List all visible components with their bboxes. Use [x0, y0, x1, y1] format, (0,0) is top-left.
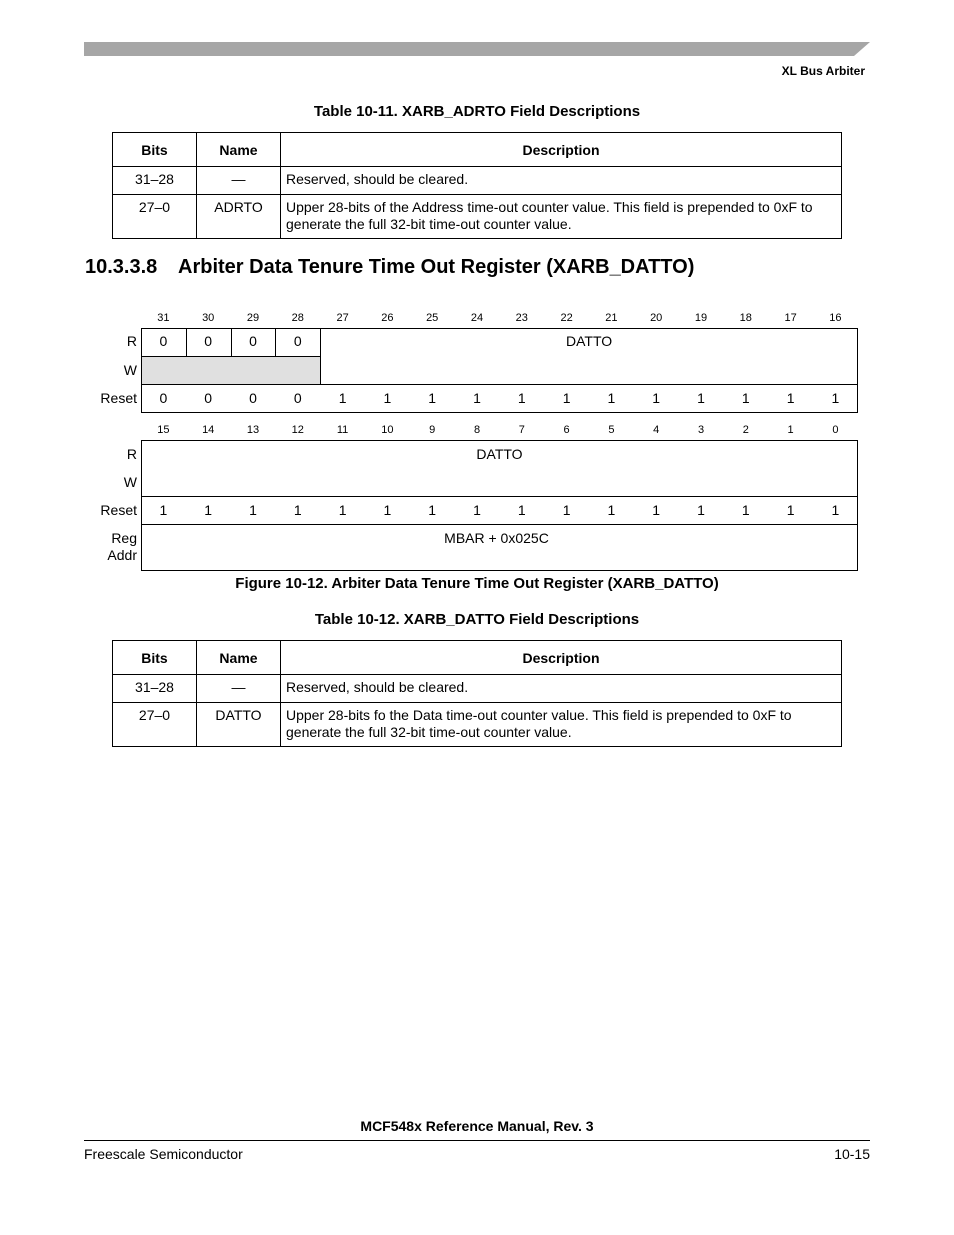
row-divider: [141, 496, 858, 497]
bit-number: 29: [246, 312, 260, 324]
reset-value: 1: [562, 390, 571, 406]
description-cell: Upper 28-bits of the Address time-out counter value. This field is prepended to 0xF to generate the full 32-bit time-out counter value.: [281, 195, 842, 239]
bit-number: 8: [473, 424, 481, 436]
section-number: 10.3.3.8: [85, 256, 158, 278]
bit-number: 1: [787, 424, 794, 436]
cell-divider: [231, 328, 232, 356]
register-address: MBAR + 0x025C: [444, 530, 549, 546]
bit-number: 17: [784, 312, 797, 324]
name-cell: DATTO: [197, 703, 281, 747]
bits-cell: 27–0: [113, 195, 197, 239]
reset-value: 0: [293, 390, 302, 406]
bit-number: 18: [739, 312, 752, 324]
table-row: [113, 167, 842, 195]
table-row: [113, 195, 842, 239]
bit-number: 27: [336, 312, 349, 324]
cell-divider: [186, 328, 187, 356]
reset-value: 1: [293, 502, 302, 518]
bit-number: 6: [563, 424, 570, 436]
name-cell: —: [197, 675, 281, 703]
table-caption: Table 10-12. XARB_DATTO Field Descriptions: [314, 611, 640, 628]
reset-value: 1: [697, 390, 705, 406]
description-cell: Reserved, should be cleared.: [281, 167, 842, 195]
reset-value: 0: [159, 390, 168, 406]
bit-number: 28: [291, 312, 304, 324]
table-caption: Table 10-11. XARB_ADRTO Field Descriptions: [313, 103, 641, 120]
reset-value: 1: [517, 502, 526, 518]
footer-divider: [84, 1140, 870, 1141]
reset-value: 1: [383, 390, 392, 406]
reset-value: 1: [562, 502, 571, 518]
read-value: 0: [159, 333, 168, 349]
reset-value: 1: [517, 390, 526, 406]
manual-title: MCF548x Reference Manual, Rev. 3: [360, 1118, 594, 1134]
read-value: 0: [249, 333, 257, 349]
name-cell: ADRTO: [197, 195, 281, 239]
field-description-table: [112, 132, 842, 239]
field-name: DATTO: [566, 333, 613, 349]
bit-number: 10: [381, 424, 394, 436]
reset-value: 1: [831, 502, 840, 518]
column-header: Bits: [113, 641, 197, 675]
section-heading: [85, 256, 694, 279]
reset-value: 1: [249, 502, 257, 518]
reset-value: 1: [741, 390, 750, 406]
column-header: Name: [197, 133, 281, 167]
description-cell: Reserved, should be cleared.: [281, 675, 842, 703]
column-header: Name: [197, 641, 281, 675]
row-divider: [141, 524, 858, 525]
bit-number: 23: [515, 312, 528, 324]
reset-value: 1: [697, 502, 705, 518]
bit-number: 4: [653, 424, 660, 436]
bit-number: 11: [336, 424, 349, 436]
name-cell: —: [197, 167, 281, 195]
bit-number: 2: [742, 424, 749, 436]
row-label-reset: Reset: [100, 502, 137, 518]
bit-number: 12: [291, 424, 304, 436]
field-description-table: [112, 640, 842, 747]
header-bar: [84, 42, 870, 56]
bits-cell: 31–28: [113, 675, 197, 703]
bit-number: 20: [650, 312, 663, 324]
bit-number: 22: [560, 312, 573, 324]
row-label-addr: Addr: [107, 547, 137, 563]
bit-number: 21: [605, 312, 618, 324]
row-label-w: W: [123, 362, 137, 378]
bits-cell: 31–28: [113, 167, 197, 195]
reset-value: 1: [383, 502, 392, 518]
bit-number: 19: [694, 312, 708, 324]
bit-number: 26: [381, 312, 394, 324]
reset-value: 1: [786, 390, 795, 406]
bit-number: 7: [518, 424, 525, 436]
row-label-w: W: [123, 474, 137, 490]
running-header: XL Bus Arbiter: [781, 64, 865, 78]
bit-number: 5: [608, 424, 615, 436]
reset-value: 1: [428, 502, 437, 518]
reset-value: 1: [338, 502, 347, 518]
reset-value: 1: [607, 502, 616, 518]
reset-value: 1: [741, 502, 750, 518]
bit-number: 15: [157, 424, 170, 436]
reset-value: 1: [831, 390, 840, 406]
reset-value: 1: [204, 502, 213, 518]
read-value: 0: [293, 333, 302, 349]
reset-value: 1: [607, 390, 616, 406]
cell-divider: [275, 328, 276, 356]
bits-cell: 27–0: [113, 703, 197, 747]
row-label-reg: Reg: [111, 530, 137, 546]
row-label-reset: Reset: [100, 390, 137, 406]
reset-value: 1: [786, 502, 795, 518]
bit-number: 16: [829, 312, 842, 324]
figure-caption: Figure 10-12. Arbiter Data Tenure Time Out Register (XARB_DATTO): [235, 575, 719, 592]
column-header: Description: [281, 641, 842, 675]
bit-number: 30: [202, 312, 215, 324]
read-value: 0: [204, 333, 213, 349]
row-divider: [141, 384, 858, 385]
reset-value: 1: [428, 390, 437, 406]
bit-number: 31: [157, 312, 170, 324]
page-number: 10-15: [834, 1146, 870, 1162]
reset-value: 0: [249, 390, 257, 406]
reset-value: 1: [652, 390, 661, 406]
company-name: Freescale Semiconductor: [84, 1146, 243, 1162]
bit-number: 13: [246, 424, 260, 436]
reset-value: 1: [473, 502, 481, 518]
bit-number: 9: [429, 424, 436, 436]
row-label-r: R: [126, 333, 137, 349]
column-header: Description: [281, 133, 842, 167]
bit-number: 24: [470, 312, 484, 324]
section-title: Arbiter Data Tenure Time Out Register (XARB_DATTO): [178, 256, 695, 278]
reset-value: 0: [204, 390, 213, 406]
row-label-r: R: [126, 446, 137, 462]
reset-value: 1: [338, 390, 347, 406]
description-cell: Upper 28-bits fo the Data time-out counter value. This field is prepended to 0xF to generate the full 32-bit time-out counter value.: [281, 703, 842, 747]
row-divider: [141, 356, 320, 357]
reset-value: 1: [159, 502, 168, 518]
reset-value: 1: [473, 390, 481, 406]
field-name: DATTO: [476, 446, 523, 462]
table-row: [113, 703, 842, 747]
bit-number: 25: [426, 312, 439, 324]
bit-number: 0: [832, 424, 839, 436]
reset-value: 1: [652, 502, 661, 518]
bit-number: 14: [202, 424, 215, 436]
table-row: [113, 675, 842, 703]
bit-number: 3: [697, 424, 705, 436]
column-header: Bits: [113, 133, 197, 167]
